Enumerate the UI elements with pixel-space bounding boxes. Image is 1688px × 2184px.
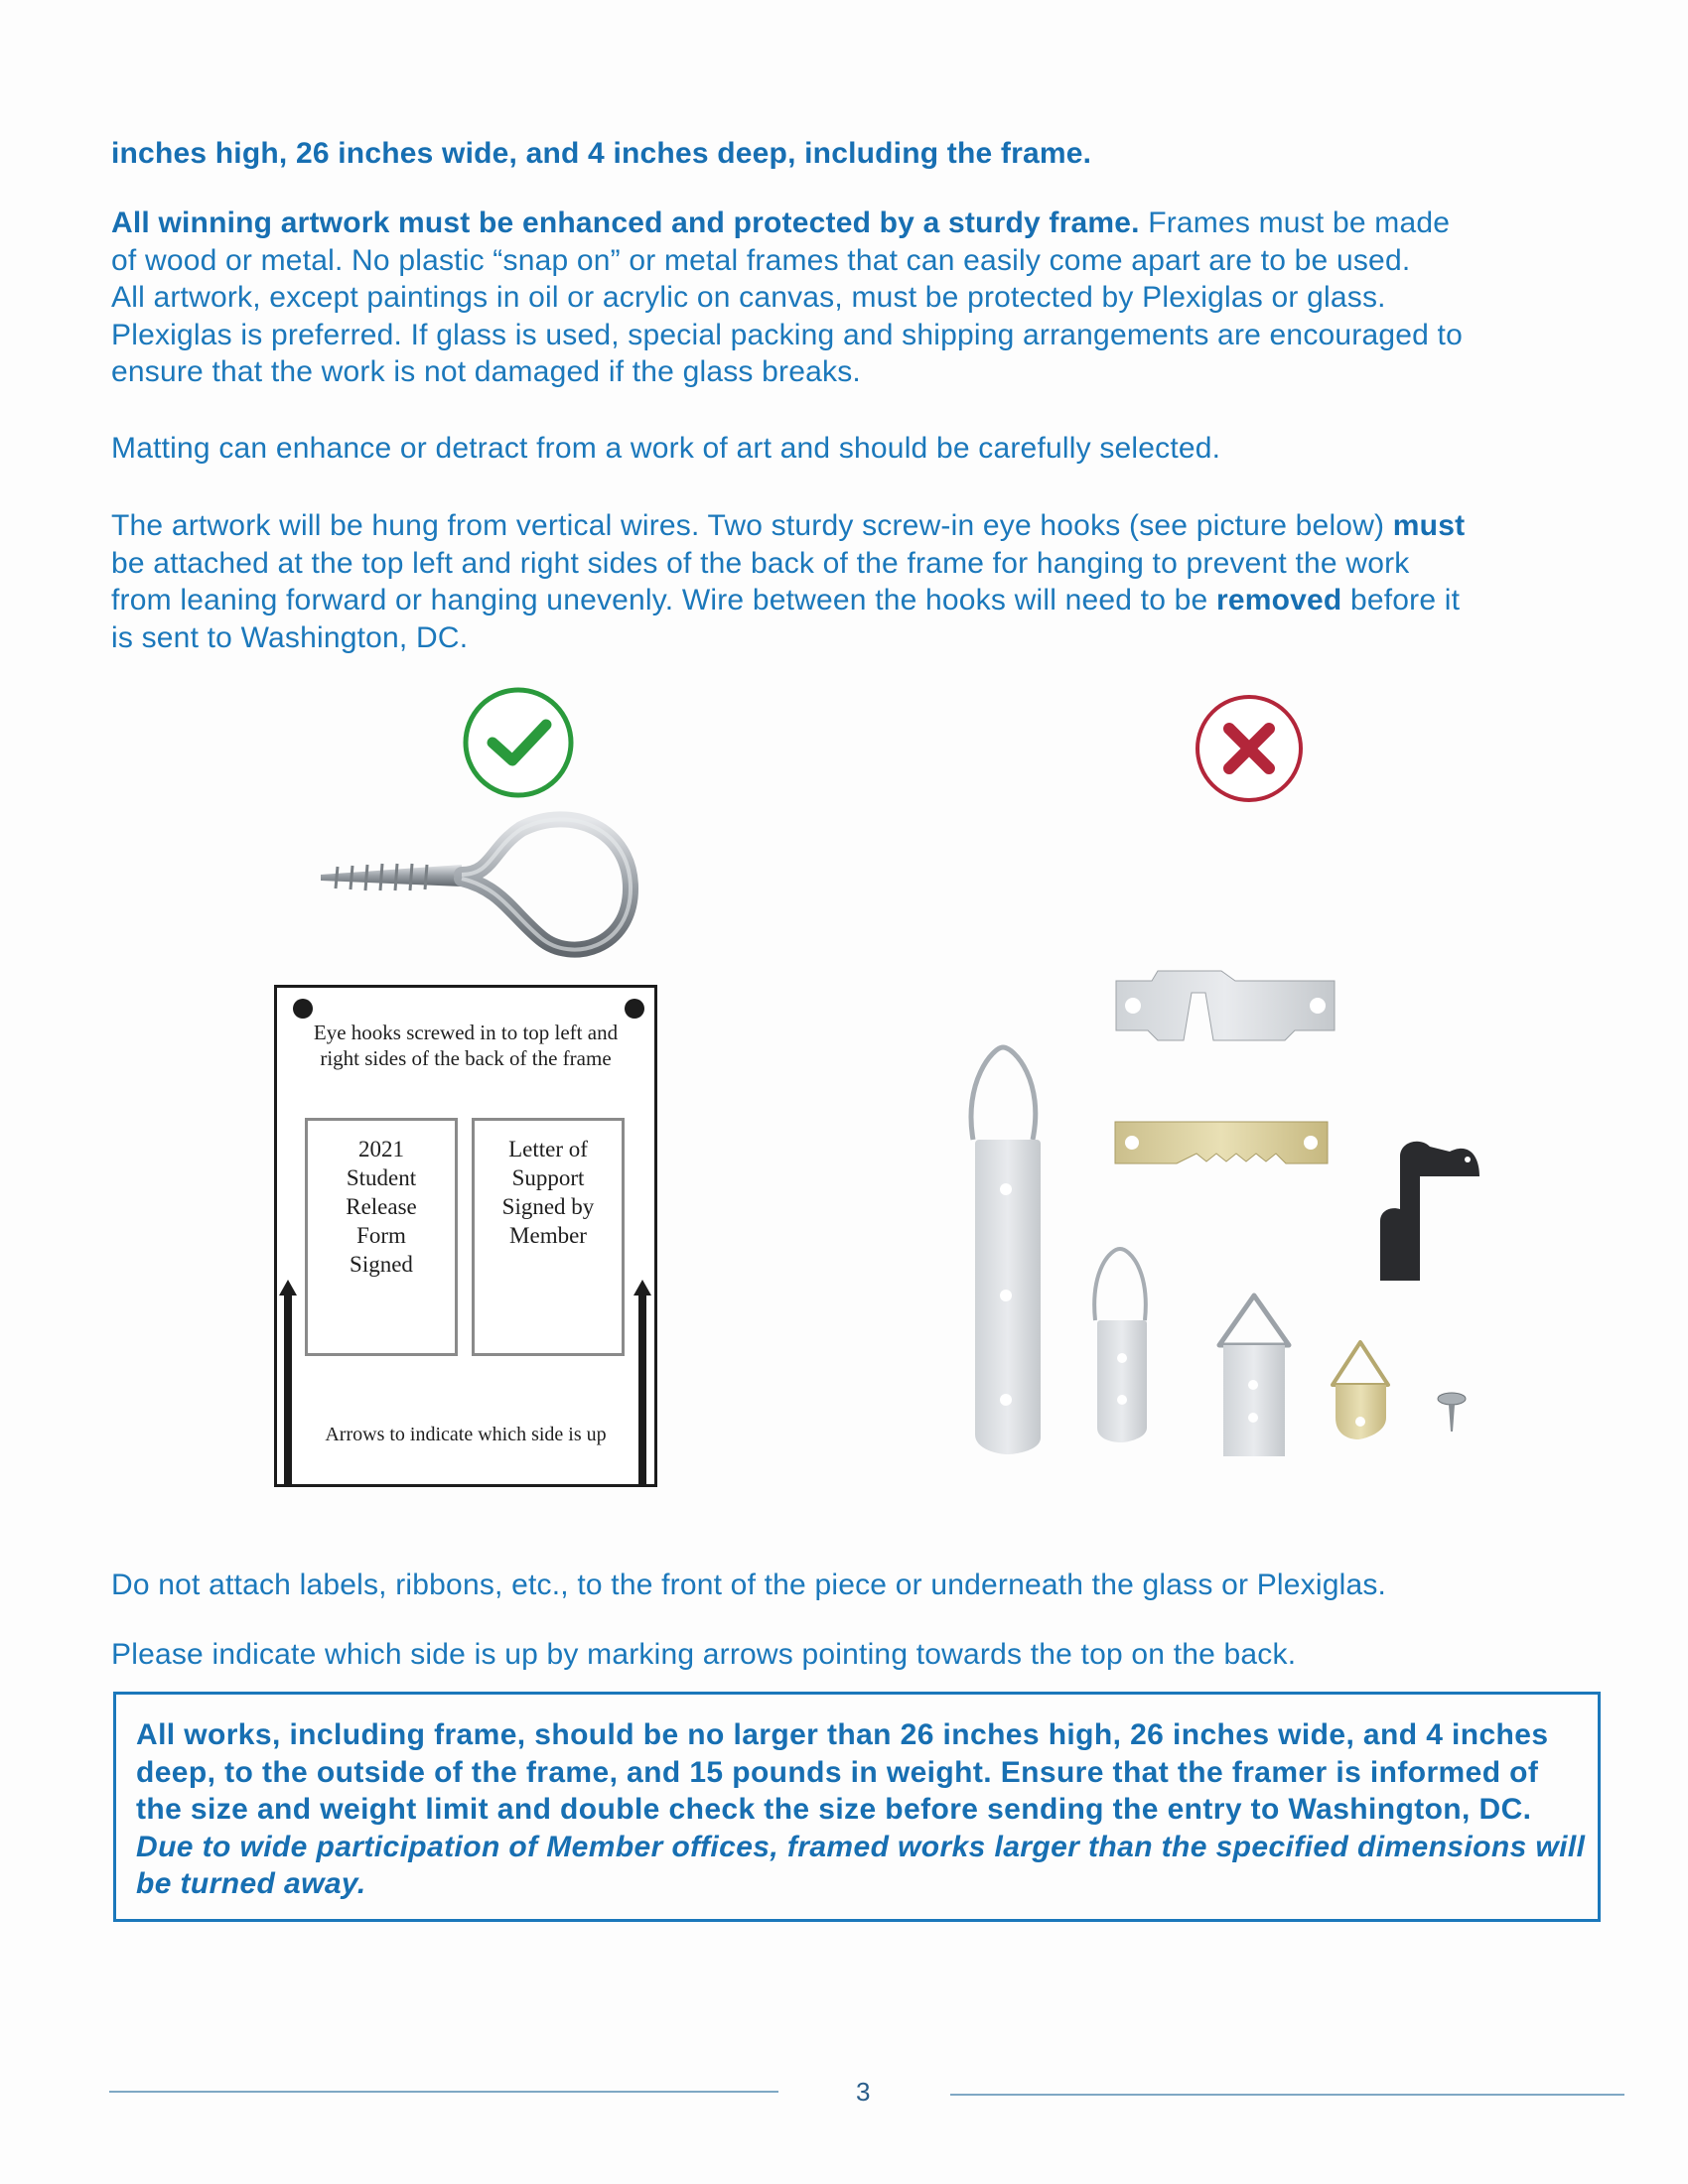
release-form-box: 2021 Student Release Form Signed xyxy=(305,1118,458,1356)
size-text: inches high, 26 inches wide, and 4 inches deep, including the frame. xyxy=(111,137,1092,170)
check-circle-icon xyxy=(461,685,576,800)
triangle-hanger-silver xyxy=(1219,1296,1289,1456)
page-number: 3 xyxy=(856,2077,871,2107)
paragraph-matting: Matting can enhance or detract from a work of art and should be carefully selected. xyxy=(111,432,1221,465)
triangle-hanger-brass xyxy=(1333,1342,1388,1439)
small-d-ring-hanger xyxy=(1094,1249,1147,1442)
frame-requirement-bold: All winning artwork must be enhanced and protected by a sturdy frame. xyxy=(111,206,1140,239)
black-wall-hook xyxy=(1380,1142,1479,1281)
paragraph-frame-requirements: All winning artwork must be enhanced and protected by a sturdy frame. Frames must be made of wood or metal. No plastic “snap on” or metal frames that can easily come apart are to be used. All artwork, except paintings in oil or acrylic on canvas, must be protected by Plexiglas or glass. Plexiglas is preferred. If glass is used, special packing and shipping arrangements are encouraged to ensure that the work is not damaged if the glass breaks. xyxy=(111,206,1463,388)
eye-hook-dot-left xyxy=(293,999,313,1019)
size-limit-callout xyxy=(113,1692,1601,1922)
diagram-title: Eye hooks screwed in to top left and right sides of the back of the frame xyxy=(313,1021,619,1070)
callout-italic-text: Due to wide participation of Member offices, framed works larger than the specified dimensions will be turned away. xyxy=(136,1830,1586,1900)
callout-bold-text: All works, including frame, should be no larger than 26 inches high, 26 inches wide, and 4 inches deep, to the outside of the frame, and 15 pounds in weight. Ensure that the framer is informed of the size and weight limit and double check the size before sending the entry to Washington, DC. xyxy=(136,1718,1549,1826)
footer-rule-left xyxy=(109,2091,778,2093)
diagram-footer: Arrows to indicate which side is up xyxy=(325,1424,607,1445)
screw xyxy=(1438,1393,1466,1432)
paragraph-size-continuation xyxy=(111,135,1601,173)
sawtooth-hanger-brass xyxy=(1115,1122,1328,1163)
incorrect-hangers-image xyxy=(953,943,1509,1469)
letter-of-support-box: Letter of Support Signed by Member xyxy=(472,1118,625,1356)
long-d-ring-hanger xyxy=(971,1047,1041,1454)
eye-hook-image xyxy=(313,809,645,968)
paragraph-no-labels: Do not attach labels, ribbons, etc., to the front of the piece or underneath the glass or Plexiglas. xyxy=(111,1569,1387,1601)
paragraph-hanging: The artwork will be hung from vertical wires. Two sturdy screw-in eye hooks (see picture below) must be attached at the top left and right sides of the back of the frame for hanging to prevent the work from leaning forward or hanging unevenly. Wire between the hooks will need to be removed before it is sent to Washington, DC. xyxy=(111,509,1466,654)
footer-rule-right xyxy=(950,2094,1624,2096)
sawtooth-hanger-silver xyxy=(1116,971,1335,1040)
frame-back-diagram xyxy=(274,985,657,1487)
eye-hook-dot-right xyxy=(625,999,644,1019)
paragraph-arrows: Please indicate which side is up by marking arrows pointing towards the top on the back. xyxy=(111,1638,1297,1671)
x-circle-icon xyxy=(1193,692,1306,805)
